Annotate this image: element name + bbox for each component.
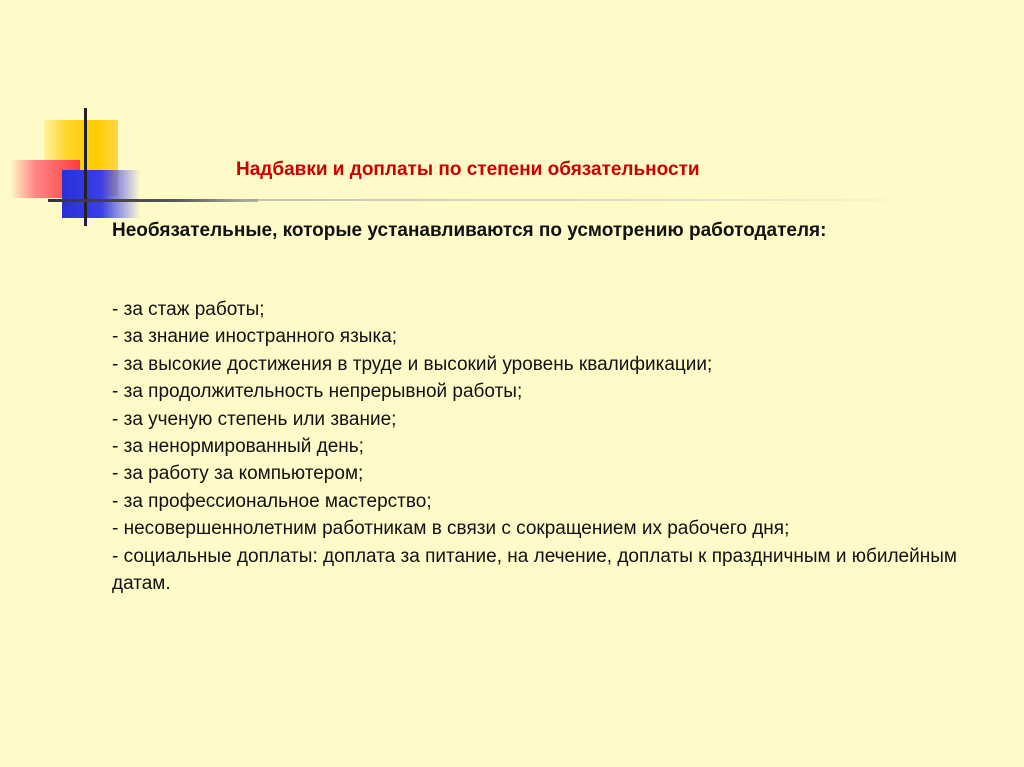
list-item: - за высокие достижения в труде и высокий уровень квалификации; [112,353,713,375]
decorative-vertical-line [84,108,87,226]
list-item: - за знание иностранного языка; [112,326,398,348]
list-item: - за продолжительность непрерывной работы; [112,381,523,403]
decorative-blue-bar [62,170,140,218]
list-item: - за ученую степень или звание; [112,408,397,430]
list-item: - за стаж работы; [112,299,265,320]
list-item: - за работу за компьютером; [112,463,364,485]
decorative-horizontal-line [48,199,258,202]
bullet-list [112,296,992,597]
list-item: - за ненормированный день; [112,436,364,458]
list-item: - за профессиональное мастерство; [112,490,432,512]
title-underline [250,199,940,201]
list-item: - несовершеннолетним работникам в связи с сокращением их рабочего дня; [112,518,790,540]
slide-title: Надбавки и доплаты по степени обязательности [236,159,700,180]
slide-subheading: Необязательные, которые устанавливаются по усмотрению работодателя: [112,220,827,241]
list-item: - социальные доплаты: доплата за питание, на лечение, доплаты к праздничным и юбилейным датам. [112,545,957,595]
